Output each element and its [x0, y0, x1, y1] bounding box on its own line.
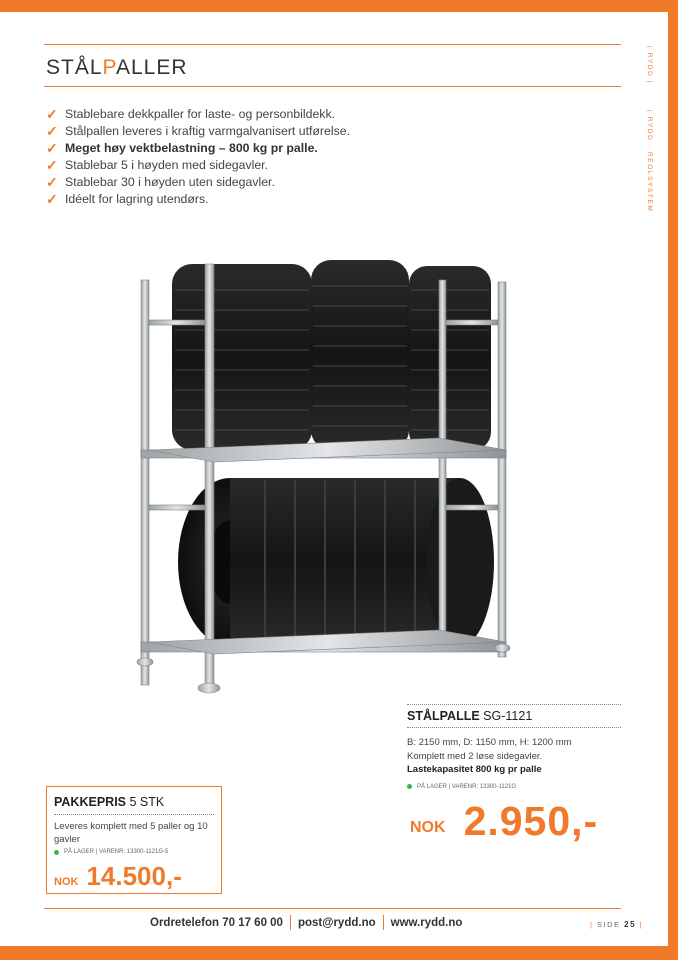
bottom-border: [0, 946, 678, 960]
product-name: [407, 709, 621, 723]
check-icon: ✓: [46, 174, 58, 190]
product-capacity: Lastekapasitet 800 kg pr palle: [407, 764, 542, 775]
in-stock-dot-icon: [407, 784, 412, 789]
package-currency: NOK: [54, 876, 79, 888]
package-description: Leveres komplett med 5 paller og 10 gavler: [54, 821, 208, 845]
check-icon: ✓: [46, 157, 58, 173]
package-heading-qty: 5 STK: [126, 795, 165, 809]
title-rule-top: [44, 44, 621, 45]
product-spec: [407, 704, 621, 790]
feature-text: Stålpallen leveres i kraftig varmgalvanisert utførelse.: [65, 124, 350, 138]
page-number: | SIDE 25 |: [590, 920, 644, 929]
product-dimensions: B: 2150 mm, D: 1150 mm, H: 1200 mm: [407, 737, 572, 748]
footer-email-link[interactable]: post@rydd.no: [297, 916, 376, 929]
package-price-box: [46, 786, 222, 894]
feature-item: [46, 140, 350, 157]
feature-text: Stablebar 30 i høyden uten sidegavler.: [65, 175, 275, 189]
footer-phone: Ordretelefon 70 17 60 00: [150, 916, 283, 929]
footer-separator: [383, 915, 384, 930]
product-name-text: STÅLPALLE: [407, 709, 480, 723]
title-part-1: STÅL: [46, 56, 103, 79]
price-amount: 2.950,-: [463, 798, 599, 844]
stock-text: PÅ LAGER | VARENR: 13300-1121G: [417, 783, 517, 790]
check-icon: ✓: [46, 123, 58, 139]
package-amount: 14.500,-: [86, 861, 182, 891]
feature-list: [46, 106, 350, 208]
footer-separator: [290, 915, 291, 930]
check-icon: ✓: [46, 140, 58, 156]
price-currency: NOK: [410, 819, 446, 836]
in-stock-dot-icon: [54, 850, 59, 855]
check-icon: ✓: [46, 106, 58, 122]
right-border: [668, 0, 678, 960]
feature-text: Meget høy vektbelastning – 800 kg pr palle.: [65, 141, 318, 155]
spec-rule: [407, 704, 621, 705]
package-stock-text: PÅ LAGER | VARENR: 13300-1121G-5: [64, 849, 169, 855]
page-title: [46, 56, 188, 80]
package-heading-bold: PAKKEPRIS: [54, 795, 127, 809]
product-code: SG-1121: [483, 709, 533, 723]
feature-text: Stablebar 5 i høyden med sidegavler.: [65, 158, 269, 172]
feature-text: Idéelt for lagring utendørs.: [65, 192, 209, 206]
lower-tire-row: [178, 478, 494, 646]
page-number-value: 25: [624, 920, 637, 929]
side-label: [644, 46, 656, 226]
feature-text: Stablebare dekkpaller for laste- og personbildekk.: [65, 107, 336, 121]
footer-web-link[interactable]: www.rydd.no: [390, 916, 463, 929]
feature-item: [46, 191, 350, 208]
title-accent-letter: P: [102, 56, 116, 79]
feature-item: [46, 157, 350, 174]
product-price: [410, 798, 598, 845]
side-label-section: | RYDD · REOLSYSTEM: [646, 110, 653, 213]
page-label: SIDE: [597, 920, 621, 929]
package-heading: [54, 795, 214, 809]
feature-item: [46, 123, 350, 140]
top-border: [0, 0, 678, 12]
product-image-steel-pallet-with-tires: [135, 250, 515, 700]
feature-item: [46, 174, 350, 191]
footer-rule: [44, 908, 621, 909]
check-icon: ✓: [46, 191, 58, 207]
feature-item: [46, 106, 350, 123]
title-rule-bottom: [44, 86, 621, 87]
package-price: [54, 861, 214, 892]
side-label-brand: | RYDD |: [646, 46, 653, 85]
footer-contact: [150, 915, 462, 930]
package-stock-status: [54, 849, 214, 855]
spec-rule: [407, 727, 621, 728]
package-rule: [54, 814, 214, 815]
product-delivery: Komplett med 2 løse sidegavler.: [407, 750, 543, 762]
title-part-3: ALLER: [115, 56, 188, 79]
stock-status: [407, 784, 621, 790]
